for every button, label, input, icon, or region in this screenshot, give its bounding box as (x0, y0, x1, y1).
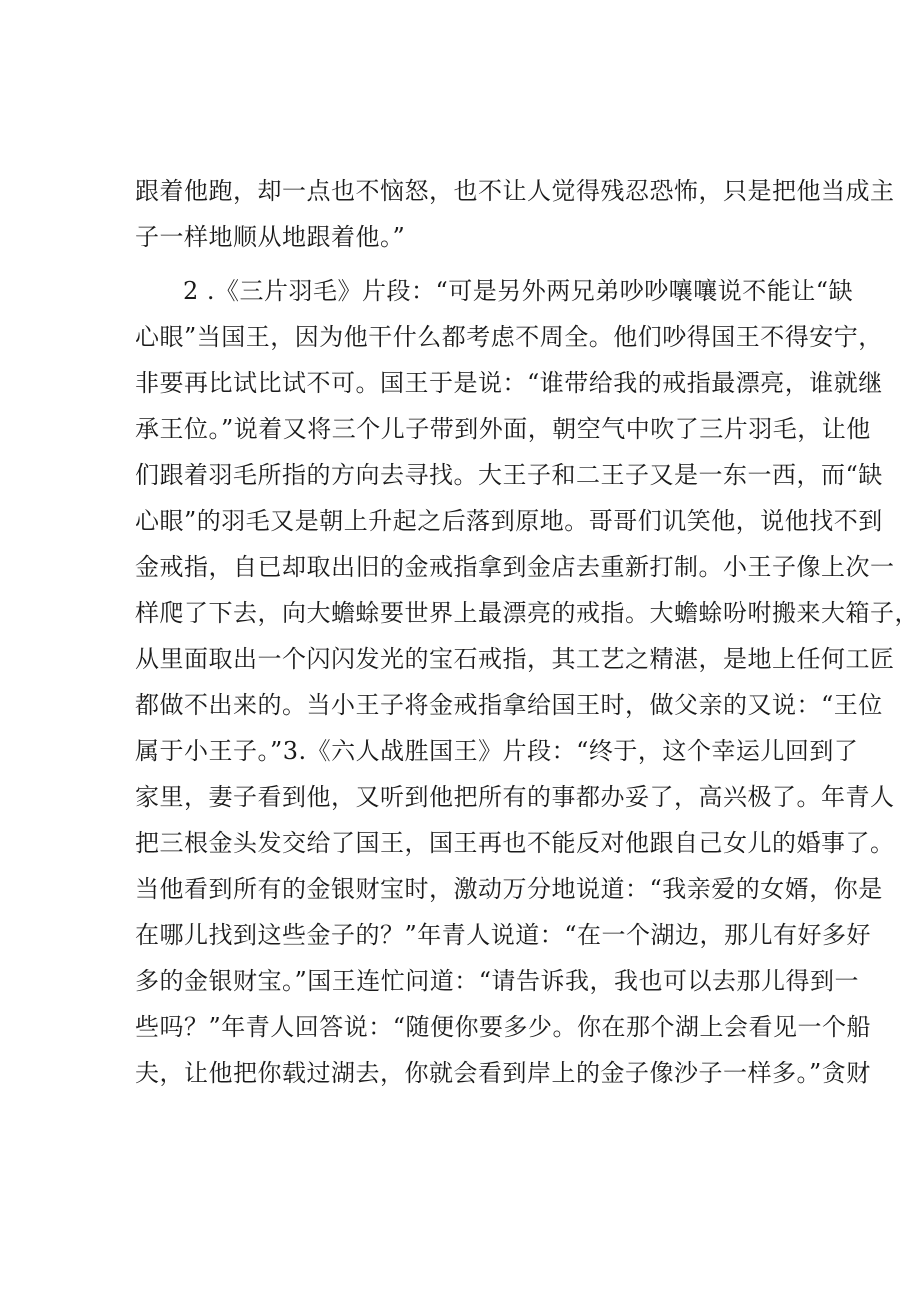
text-line: 从里面取出一个闪闪发光的宝石戒指，其工艺之精湛，是地上任何工匠 (135, 645, 895, 673)
text-line: 夫，让他把你载过湖去，你就会看到岸上的金子像沙子一样多。”贪财 (135, 1059, 871, 1087)
text-line: 在哪儿找到这些金子的？”年青人说道：“在一个湖边，那儿有好多好 (135, 921, 872, 949)
text-line: 心眼”的羽毛又是朝上升起之后落到原地。哥哥们讥笑他，说他找不到 (135, 507, 883, 535)
text-line: 非要再比试比试不可。国王于是说：“谁带给我的戒指最漂亮，谁就继 (135, 369, 883, 397)
text-line: 样爬了下去，向大蟾蜍要世界上最漂亮的戒指。大蟾蜍吩咐搬来大箱子， (135, 599, 919, 627)
body-text (135, 168, 919, 1096)
paragraph-2 (135, 268, 919, 1096)
text-line: 承王位。”说着又将三个儿子带到外面，朝空气中吹了三片羽毛，让他 (135, 415, 871, 443)
text-line: 们跟着羽毛所指的方向去寻找。大王子和二王子又是一东一西，而“缺 (135, 461, 883, 489)
text-line: 子一样地顺从地跟着他。” (135, 223, 406, 251)
text-line: 当他看到所有的金银财宝时，激动万分地说道：“我亲爱的女婿，你是 (135, 875, 883, 903)
text-line: 属于小王子。”3.《六人战胜国王》片段：“终于，这个幸运儿回到了 (135, 737, 859, 765)
text-line: 把三根金头发交给了国王，国王再也不能反对他跟自己女儿的婚事了。 (135, 829, 895, 857)
text-line: 家里，妻子看到他，又听到他把所有的事都办妥了，高兴极了。年青人 (135, 783, 895, 811)
text-line: 些吗？”年青人回答说：“随便你要多少。你在那个湖上会看见一个船 (135, 1013, 872, 1041)
text-line: 2 .《三片羽毛》片段：“可是另外两兄弟吵吵嚷嚷说不能让“缺 (183, 277, 854, 305)
paragraph-1 (135, 168, 895, 260)
text-line: 多的金银财宝。”国王连忙问道：“请告诉我，我也可以去那儿得到一 (135, 967, 860, 995)
text-line: 跟着他跑，却一点也不恼怒，也不让人觉得残忍恐怖，只是把他当成主 (135, 177, 895, 205)
text-line: 都做不出来的。当小王子将金戒指拿给国王时，做父亲的又说：“王位 (135, 691, 883, 719)
text-line: 金戒指，自已却取出旧的金戒指拿到金店去重新打制。小王子像上次一 (135, 553, 895, 581)
text-line: 心眼”当国王，因为他干什么都考虑不周全。他们吵得国王不得安宁， (135, 323, 883, 351)
